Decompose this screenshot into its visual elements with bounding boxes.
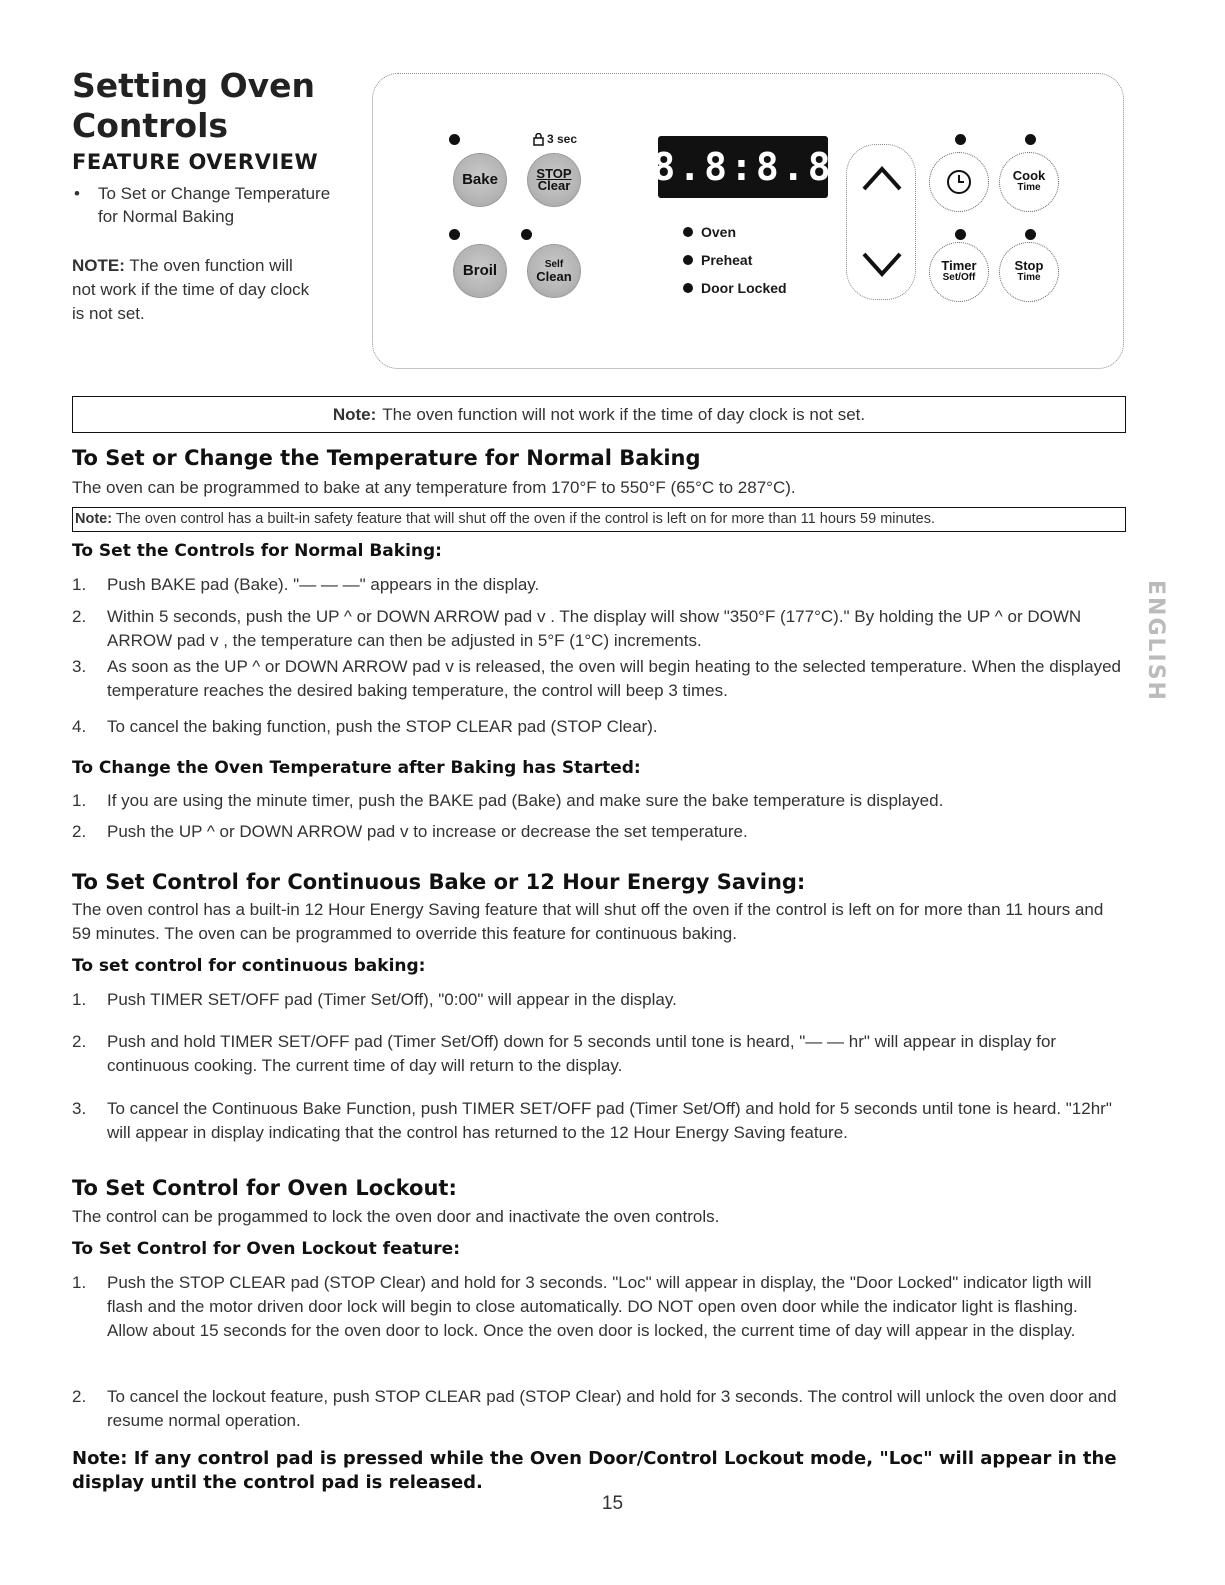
preheat-indicator-label: Preheat <box>701 252 753 268</box>
step-text: Within 5 seconds, push the UP ^ or DOWN ARROW pad v . The display will show "350°F (177°C)." By holding the UP ^ or DOWN ARROW pad v , the temperature can then be adjusted in 5°F (1°C) increments. <box>107 607 1082 650</box>
subheading-oven-lockout: To Set Control for Oven Lockout feature: <box>72 1239 461 1259</box>
note-box-text: The oven function will not work if the time of day clock is not set. <box>382 404 866 424</box>
indicator-dot <box>1025 229 1036 240</box>
step-text: If you are using the minute timer, push the BAKE pad (Bake) and make sure the bake temperature is displayed. <box>107 791 944 810</box>
indicator-dot <box>449 229 460 240</box>
indicator-dot <box>1025 134 1036 145</box>
header-note <box>72 254 317 326</box>
oven-indicator <box>683 224 736 240</box>
clear-label: Clear <box>537 178 571 193</box>
list-item: 2. Within 5 seconds, push the UP ^ or DOWN ARROW pad v . The display will show "350°F (177°C)." By holding the UP ^ or DOWN ARROW pad v , the temperature can then be adjusted in 5°F (1°C) increments. <box>72 605 1122 653</box>
lock-icon <box>533 133 544 146</box>
feature-item: • To Set or Change Temperature for Normal Baking <box>72 182 332 228</box>
safety-note-box <box>72 507 1126 532</box>
arrow-pad-group <box>846 144 916 300</box>
clean-label: Clean <box>536 269 572 284</box>
subheading-continuous-baking: To set control for continuous baking: <box>72 956 426 976</box>
broil-pad-label: Broil <box>462 262 498 279</box>
timer-label: Timer <box>941 258 977 273</box>
stop-clear-pad[interactable] <box>527 153 581 207</box>
section-intro: The oven can be programmed to bake at any temperature from 170°F to 550°F (65°C to 287°C). <box>72 478 796 497</box>
footer-note: Note: If any control pad is pressed while the Oven Door/Control Lockout mode, "Loc" will appear in the display until the control pad is released. <box>72 1448 1117 1493</box>
control-panel-diagram <box>372 73 1124 369</box>
step-text: To cancel the baking function, push the STOP CLEAR pad (STOP Clear). <box>107 717 658 736</box>
set-off-label: Set/Off <box>942 272 976 283</box>
step-text: As soon as the UP ^ or DOWN ARROW pad v is released, the oven will begin heating to the selected temperature. When the displayed temperature reaches the desired baking temperature, the control will beep 3 times. <box>107 657 1122 700</box>
indicator-dot <box>955 134 966 145</box>
cook-time-pad[interactable] <box>999 152 1059 212</box>
oven-indicator-label: Oven <box>701 224 737 240</box>
self-clean-pad[interactable] <box>527 244 581 298</box>
list-item: 1. Push the STOP CLEAR pad (STOP Clear) and hold for 3 seconds. "Loc" will appear in display, the "Door Locked" indicator ligth will flash and the motor driven door lock will begin to close automatically. DO NOT open oven door while the indicator light is flashing. Allow about 15 seconds for the oven door to lock. Once the oven door is locked, the current time of day will appear in the display. <box>72 1271 1122 1343</box>
clock-pad[interactable] <box>929 152 989 212</box>
feature-overview-heading: FEATURE OVERVIEW <box>72 150 319 174</box>
stop-time-pad[interactable] <box>999 242 1059 302</box>
list-item: 1. If you are using the minute timer, push the BAKE pad (Bake) and make sure the bake temperature is displayed. <box>72 789 1122 813</box>
step-text: Push and hold TIMER SET/OFF pad (Timer Set/Off) down for 5 seconds until tone is heard, "— — hr" will appear in display for continuous cooking. The current time of day will return to the display. <box>107 1032 1057 1075</box>
list-item: 3. As soon as the UP ^ or DOWN ARROW pad v is released, the oven will begin heating to the selected temperature. When the displayed temperature reaches the desired baking temperature, the control will beep 3 times. <box>72 655 1122 703</box>
section-intro: The oven control has a built-in 12 Hour Energy Saving feature that will shut off the oven if the control is left on for more than 11 hours and 59 minutes. The oven can be programmed to override this feature for continuous baking. <box>72 900 1104 943</box>
preheat-indicator <box>683 252 752 268</box>
header-note-text: The oven function will not work if the time of day clock is not set. <box>72 256 310 323</box>
indicator-dot <box>521 229 532 240</box>
up-arrow-icon[interactable] <box>860 163 904 193</box>
broil-pad[interactable] <box>453 244 507 298</box>
stop-label: STOP <box>536 166 572 181</box>
led-display: 8.8:8.8 <box>658 136 828 198</box>
clock-icon <box>946 169 972 195</box>
self-label: Self <box>544 259 564 270</box>
door-locked-indicator <box>683 280 787 296</box>
stop-time-label: Stop <box>1014 258 1044 273</box>
indicator-dot <box>683 227 693 237</box>
stop-time-sub-label: Time <box>1017 272 1041 283</box>
timer-set-off-pad[interactable] <box>929 242 989 302</box>
safety-note-text: The oven control has a built-in safety feature that will shut off the oven if the control is left on for more than 11 hours 59 minutes. <box>115 511 936 527</box>
subheading-change-temperature: To Change the Oven Temperature after Baking has Started: <box>72 758 641 778</box>
subheading-normal-baking: To Set the Controls for Normal Baking: <box>72 541 442 561</box>
indicator-dot <box>449 134 460 145</box>
list-item: 2. To cancel the lockout feature, push STOP CLEAR pad (STOP Clear) and hold for 3 seconds. The control will unlock the oven door and resume normal operation. <box>72 1385 1122 1433</box>
bake-pad-label: Bake <box>462 171 498 188</box>
list-item: 1. Push TIMER SET/OFF pad (Timer Set/Off), "0:00" will appear in the display. <box>72 988 1122 1012</box>
language-side-label: ENGLISH <box>1143 580 1168 702</box>
cook-label: Cook <box>1012 168 1046 183</box>
list-item: 2. Push and hold TIMER SET/OFF pad (Timer Set/Off) down for 5 seconds until tone is heard, "— — hr" will appear in display for continuous cooking. The current time of day will return to the display. <box>72 1030 1122 1078</box>
list-item: 4. To cancel the baking function, push the STOP CLEAR pad (STOP Clear). <box>72 715 1122 739</box>
note-box-label: Note: <box>332 404 377 424</box>
list-item: 3. To cancel the Continuous Bake Function, push TIMER SET/OFF pad (Timer Set/Off) and hold for 5 seconds until tone is heard. "12hr" will appear in display indicating that the control has returned to the 12 Hour Energy Saving feature. <box>72 1097 1122 1145</box>
safety-note-label: Note: <box>75 511 113 527</box>
header-note-label: NOTE: <box>72 256 125 275</box>
time-label: Time <box>1017 182 1041 193</box>
note-box <box>72 396 1126 433</box>
down-arrow-icon[interactable] <box>860 250 904 280</box>
lock-hold-label: 3 sec <box>547 132 578 146</box>
step-text: Push BAKE pad (Bake). "— — —" appears in the display. <box>107 575 540 594</box>
indicator-dot <box>683 255 693 265</box>
step-text: To cancel the Continuous Bake Function, push TIMER SET/OFF pad (Timer Set/Off) and hold for 5 seconds until tone is heard. "12hr" will appear in display indicating that the control has returned to the 12 Hour Energy Saving feature. <box>107 1099 1112 1142</box>
step-text: Push TIMER SET/OFF pad (Timer Set/Off), "0:00" will appear in the display. <box>107 990 677 1009</box>
step-text: To cancel the lockout feature, push STOP CLEAR pad (STOP Clear) and hold for 3 seconds. The control will unlock the oven door and resume normal operation. <box>107 1387 1117 1430</box>
feature-list <box>72 182 332 228</box>
page-title: Setting Oven Controls <box>72 66 316 145</box>
list-item: 1. Push BAKE pad (Bake). "— — —" appears in the display. <box>72 573 1122 597</box>
indicator-dot <box>683 283 693 293</box>
step-text: Push the STOP CLEAR pad (STOP Clear) and hold for 3 seconds. "Loc" will appear in display, the "Door Locked" indicator ligth will flash and the motor driven door lock will begin to close automatically. DO NOT open oven door while the indicator light is flashing. Allow about 15 seconds for the oven door to lock. Once the oven door is locked, the current time of day will appear in the display. <box>107 1273 1092 1340</box>
page-number: 15 <box>601 1493 624 1514</box>
section-intro: The control can be progammed to lock the oven door and inactivate the oven controls. <box>72 1207 720 1226</box>
lock-indicator <box>533 132 577 146</box>
list-item: 2. Push the UP ^ or DOWN ARROW pad v to increase or decrease the set temperature. <box>72 820 1122 844</box>
section-heading-normal-baking: To Set or Change the Temperature for Normal Baking <box>72 446 701 470</box>
indicator-dot <box>955 229 966 240</box>
door-locked-indicator-label: Door Locked <box>701 280 787 296</box>
bake-pad[interactable] <box>453 153 507 207</box>
step-text: Push the UP ^ or DOWN ARROW pad v to increase or decrease the set temperature. <box>107 822 748 841</box>
section-heading-continuous-bake: To Set Control for Continuous Bake or 12 Hour Energy Saving: <box>72 870 806 894</box>
section-heading-oven-lockout: To Set Control for Oven Lockout: <box>72 1176 457 1200</box>
